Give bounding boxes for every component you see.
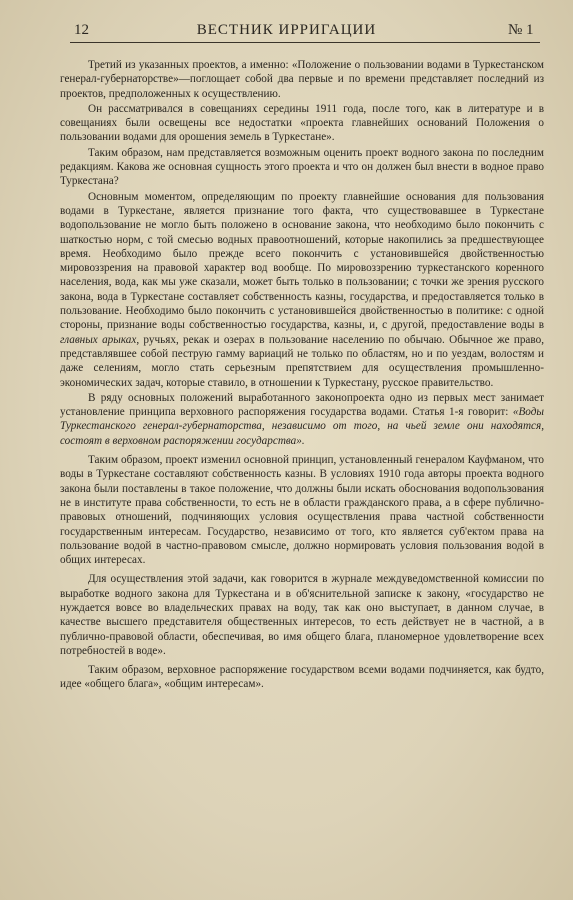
paragraph [60,58,544,101]
paragraph-text: Он рассматривался в совещаниях середины 1911 года, после того, как в литературе и в совещаниях были освещены все недостатки «проекта главнейших оснований Положения о пользовании водами для орошения земель в Туркестане». [60,102,544,144]
paragraph [60,572,544,658]
header-rule [70,42,540,43]
paragraph-text: , ручьях, рекак и озерах в пользование населению по обычаю. Обычное же право, представлявшее собой пеструю гамму вариаций не только по областям, но и по уездам, волостям и даже селениям, могло стать серьезным препятствием для осуществления промышленно-экономических задач, которые ставило, в отношении к Туркестану, русское правительство. [60,333,544,389]
paragraph-text: Таким образом, проект изменил основной принцип, установленный генералом Кауфманом, что воды в Туркестане составляют собственность казны. В условиях 1910 года авторы проекта водного закона были поставлены в такое положение, что должны были искать обоснования водопользования не в институте права собственности, то есть не в области гражданского права, а в сфере публично-правовых отношений, подчиняющих условия осуществления права частной собственности государственным интересам. Государство, независимо от того, кто является суб'ектом права на пользование водой в частно-правовом смысле, должно нормировать условия пользования водой в общих интересах. [60,454,544,567]
paragraph-text: Таким образом, верховное распоряжение государством всеми водами подчиняется, как будто, идее «общего блага», «общим интересам». [60,664,544,691]
page-number: 12 [74,22,89,38]
paragraph [60,391,544,448]
paragraph-text: Третий из указанных проектов, а именно: «Положение о пользовании водами в Туркестанском генерал-губернаторстве»—поглощает собой два первые и по времени представляет последний из проектов, предположенных к осуществлению. [60,59,544,100]
body-text [60,58,544,693]
italic-quote: «Воды Туркестанского генерал-губернаторства, независимо от того, на чьей земле они находятся, состоят в верховном распоряжении государства». [60,406,544,447]
paragraph-text: Для осуществления этой задачи, как говорится в журнале междуведомственной комиссии по выработке водного закона для Туркестана и в об'яснительной записке к закону, «государство не нуждается вовсе во владельческих правах на воду, так как оно выступает, в данном случае, в качестве высшего представителя общественных интересов, то есть действует не в частной, а в публично-правовой области, обеспечивая, во имя общего блага, планомерное удовлетворение всех потребностей в воде». [60,573,544,657]
italic-phrase: главных арыках [60,333,137,346]
paragraph [60,663,544,692]
paragraph-text: Таким образом, нам представляется возможным оценить проект водного закона по последним редакциям. Какова же основная сущность этого проекта и что он должен был внести в водное право Туркестана? [60,146,544,188]
paragraph [60,102,544,145]
journal-title: ВЕСТНИК ИРРИГАЦИИ [196,22,377,38]
paragraph [60,453,544,567]
paragraph-text: Основным моментом, определяющим по проекту главнейшие основания для пользования водами в Туркестане, является признание того факта, что существовавшее в Туркестане водопользование не могло быть положено в основание закона, что необходимо было покончить с шаткостью норм, с той смесью водных правоотношений, которые накопились за предшествующее время. Необходимо было прежде всего покончить с установившейся двойственностью мировоззрения на правовой характер вод вообще. По мировоззрению туркестанского коренного населения, вода, как мы уже сказали, может быть только в пользовании; с точки же зрения русского закона, вода в Туркестане составляет собственность казны, государства, и предоставляется только в пользование. Необходимо было покончить с установившейся двойственностью в политике: с одной стороны, признание воды собственностью государства, казны, и, с другой, предоставление воды в [60,190,544,332]
paragraph [60,146,544,189]
paragraph [60,190,544,390]
issue-number: № 1 [508,22,534,38]
page-header [0,22,573,44]
paragraph-text: В ряду основных положений выработанного законопроекта одно из первых мест занимает установление принципа верховного распоряжения государства водами. Статья 1-я говорит: [60,391,544,419]
